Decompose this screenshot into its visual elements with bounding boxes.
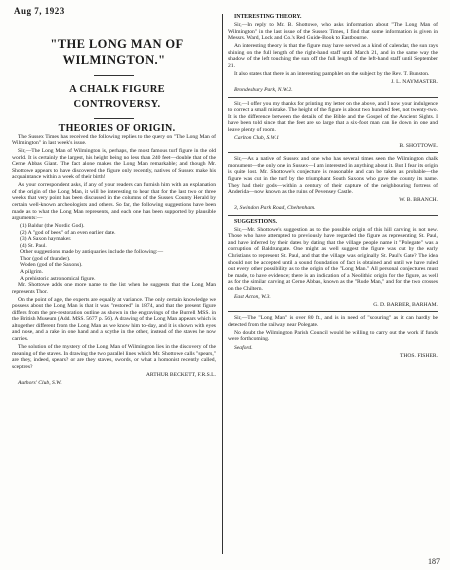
list-item: A prehistoric astronomical figure. [20,275,96,282]
subheading-2: CONTROVERSY. [73,98,161,110]
issue-date: Aug 7, 1923 [14,6,65,16]
paragraph: It also states that there is an interesting pamphlet on the subject by the Rev. T. Bunston. [234,70,430,77]
list-item: (3) A Saxon haymaker. [20,236,72,243]
list-item: A pilgrim. [20,268,43,275]
list-item: Other suggestions made by antiquaries include the following:— [20,249,164,256]
list-item: (2) A "god of bees" of an even earlier date. [20,229,116,236]
subheading-1: A CHALK FIGURE [69,84,165,95]
short-rule [94,118,134,119]
signature: J. L. NAYMASTER. [391,78,438,85]
signature-place: Brondesbury Park, N.W.2. [234,86,293,93]
title-block [12,36,216,132]
signature: B. SHOTTOWE. [399,142,438,149]
signature-place: East Acton, W.3. [234,293,271,300]
theory-list [12,223,216,282]
paragraph: Sir,—I offer you my thanks for printing my letter on the above, and I now your indulgence to correct a small mistake. The height of the figure is about two hundred feet, not twenty-two. It is the difference between the details of the Bible and the Gospel of the Ancient Sights. I have been told since that the feet are so large that a six-foot man can lie down in one and leave plenty of room. [228,100,438,133]
paragraph: Sir,—The Long Man of Wilmington is, perhaps, the most famous turf figure in the old world. It is certainly the largest, his height being no less than 240 feet—double that of the Cerne Abbas Giant. The fact alone makes the Long Man remarkable; and though Mr. Shottowe appears to have discovered the figure only recently, natives of Sussex make his acquaintance within a week of their birth! [12,148,216,181]
list-item: Thor (god of thunder). [20,255,71,262]
list-item: Woden (god of the Saxons). [20,262,83,269]
paragraph: Sir,—As a native of Sussex and one who has several times seen the Wilmington chalk monument—the only one in Sussex—I am interested in anything about it. But I fear its origin is quite lost. Mr. Shottowe's conjecture is reasonable and can be taken as probable—the figure was cut in the turf by the triumphant South Saxons who gave the county its name. They had their gods—within a century of their capture of the neighbouring fortress of Anderida—now known as the ruins of Pevensey Castle. [228,156,438,196]
paragraph: Sir,—In reply to Mr. B. Shottowe, who asks information about "The Long Man of Wilmington" in the last issue of the Sussex Times, I find that some information is given in Messrs. Ward, Lock and Co.'s Red Guide-Book to Eastbourne. [228,22,438,42]
signature: G. D. BARBER, BARHAM. [373,301,438,308]
page-number: 187 [428,557,440,566]
paragraph: The solution of the mystery of the Long Man of Wilmington lies in the discovery of the meaning of the staves. In drawing the two parallel lines which Mr. Shottowe calls "spears," are they, indeed, spears? or are they staves, swords, or what a homonist recently called, sceptres? [12,344,216,370]
paragraph: As your correspondent asks, if any of your readers can furnish him with an explanation of the origin of the Long Man, it will be interesting to hear that for the last two or three weeks that very point has been discussed in the columns of the Sussex County Herald by certain well-known archeologists and others. So far, the following suggestions have been made as to what the Long Man represents, and each one has been supported by plausible arguments:— [12,182,216,222]
list-item: (1) Baldur (the Nordic God). [20,223,85,230]
signature-place: Authors' Club, S.W. [18,379,62,386]
signature: THOS. FISHER. [399,352,438,359]
headline: "THE LONG MAN OF WILMINGTON." [50,37,184,67]
left-column [12,14,216,562]
section-title: THEORIES OF ORIGIN. [58,122,176,134]
letter-divider [228,215,438,216]
letter-divider [228,152,438,153]
column-divider [222,14,223,554]
letter-divider [228,97,438,98]
paragraph: Sir,—The "Long Man" is over 80 ft., and is in need of "scouring" as it can hardly be detected from the railway near Polegate. [228,315,438,328]
section-heading: INTERESTING THEORY. [234,14,302,20]
list-item: (4) St. Paul. [20,242,47,249]
signature-place: 3, Swindon Park Road, Cheltenham. [234,205,316,212]
paragraph: On the point of age, the experts are equally at variance. The only certain knowledge we possess about the Long Man is that it was "restored" in 1874, and that the present figure differs from the pre-restoration outline as shown in the engravings of the Burrell MSS. in the British Museum (Add. MSS. 5677 p. 56). A drawing of the Long Man appears which is altogether different from the Long Man as we know him to-day, and it is shown with eyes and nose, and a rake in one hand and a scythe in the other, instead of the staves he now carries. [12,296,216,342]
signature-place: Seaford. [234,344,253,351]
signature: ARTHUR BECKETT, F.R.S.L. [145,371,216,378]
signature-place: Carlton Club, S.W.1 [234,134,280,141]
signature: W. B. BRANCH. [399,197,438,204]
paragraph: Sir,—Mr. Shottowe's suggestion as to the possible origin of this hill carving is not new. Those who have attempted to previously have regarded the figure as representing St. Paul, and have inferred by their dates by dating that the village people name it "Polegate" was a corruption of Baldrungate. One might as well suggest the figure was cut by the early Christians to represent St. Paul, and that the village was originally St. Paul's Gate? The idea should not be accepted until a sound foundation of fact is obtained and until we have ruled out every other possibility as to the origin of the "Long Man." All personal conjectures must be made, to have evidence; there is an indication of a Neolithic origin for the figure, as well as for the similar carving at Cerne Abbas, known as the "Rude Man," and for the two crosses on the Chiltern. [228,226,438,292]
paragraph: No doubt the Wilmington Parish Council would be willing to carry out the work if funds were forthcoming. [228,329,438,343]
section-heading: SUGGESTIONS. [234,218,278,225]
right-column [228,14,438,562]
paragraph: Mr. Shottowe adds one more name to the list when he suggests that the Long Man represents Thor. [12,282,216,295]
letter-divider [228,311,438,312]
paragraph: An interesting theory is that the figure may have served as a kind of calendar, the sun rays shining on the full length of the right-hand staff until March 21, and in the same way the shadow of the left touching the sun off the full length of the left-hand staff until September 21. [228,43,438,69]
short-rule [94,75,134,76]
paragraph: The Sussex Times has received the following replies to the query on "The Long Man of Wilmington" in last week's issue. [12,133,216,147]
